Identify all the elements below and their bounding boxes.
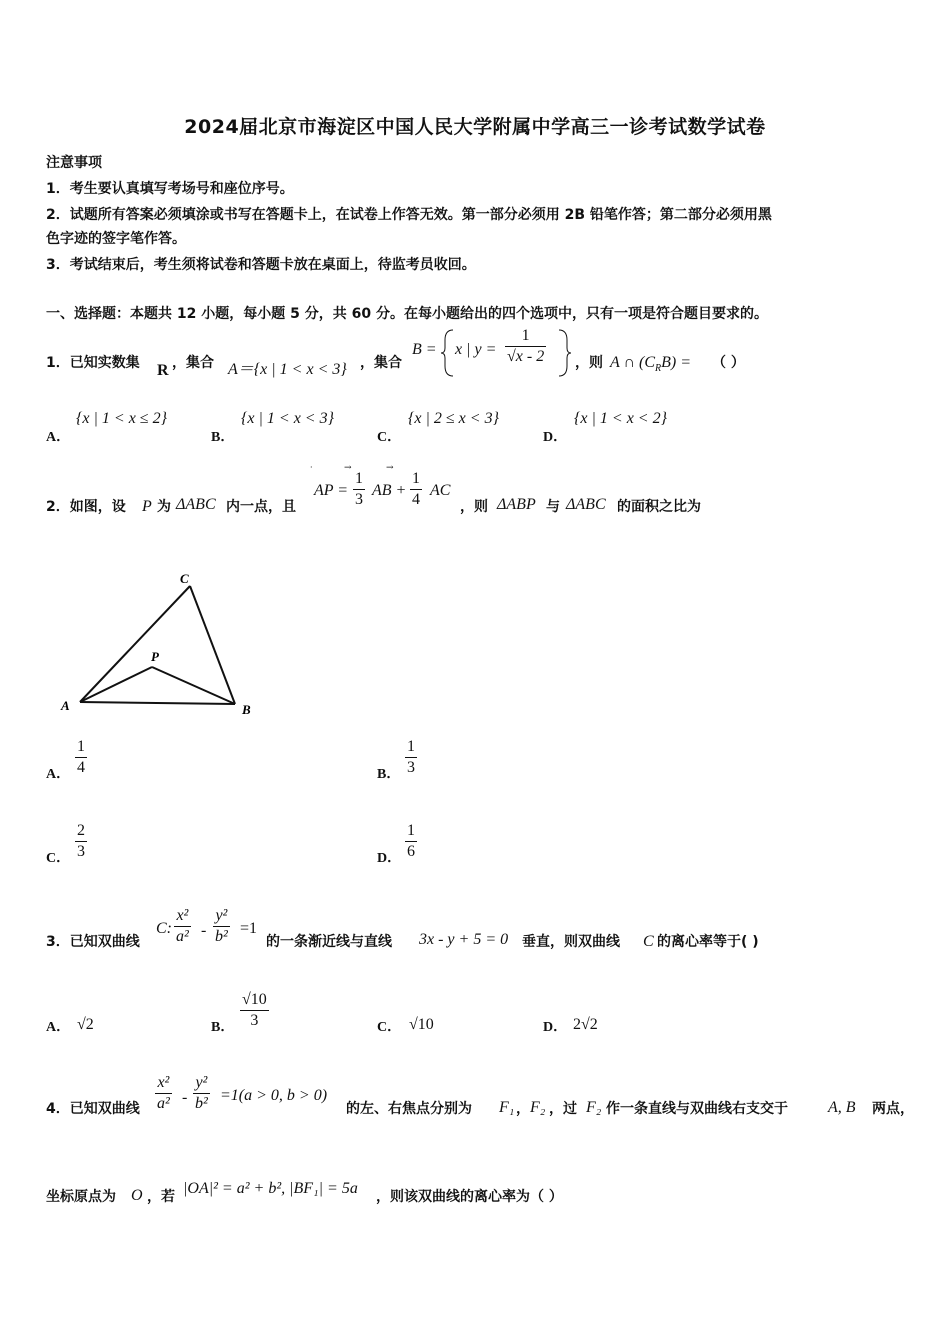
q3-y2: y² [213, 906, 230, 927]
q3-minus: - [201, 922, 207, 939]
q2-option-d-den: 6 [407, 843, 415, 860]
q1-set-b-inner: x | y = [455, 341, 497, 358]
q4-f2: F₂ [530, 1099, 546, 1116]
q2-triangle-2: ΔABP [497, 496, 536, 513]
q2-vector-arrows [310, 462, 420, 472]
q2-option-a [75, 737, 87, 778]
q4-text-6: ，则该双曲线的离心率为（ ） [376, 1189, 563, 1205]
q1-option-b: {x | 1 < x < 3} [241, 410, 334, 427]
q3-option-a: √2 [77, 1016, 94, 1033]
q3-curve-name: C: [156, 920, 172, 937]
svg-text:·: · [310, 463, 313, 472]
exam-title: 2024届北京市海淀区中国人民大学附属中学高三一诊考试数学试卷 [184, 116, 766, 138]
q1-text-1: ，集合 [172, 355, 214, 371]
q1-option-c: {x | 2 ≤ x < 3} [408, 410, 499, 427]
q2-triangle-1: ΔABC [176, 496, 216, 513]
q3-x2: x² [174, 906, 191, 927]
q2-triangle-3: ΔABC [566, 496, 606, 513]
figure-label-b: B [242, 702, 251, 717]
q1-option-d: {x | 1 < x < 2} [574, 410, 667, 427]
edge-ap [80, 667, 152, 702]
q1-option-a: {x | 1 < x ≤ 2} [76, 410, 167, 427]
q3-option-b [240, 990, 269, 1031]
q4-text-4: 两点， [872, 1101, 914, 1117]
q3-line: 3x - y + 5 = 0 [419, 931, 509, 948]
q4-expr: |OA|² = a² + b², |BF₁| = 5a [183, 1180, 358, 1197]
q2-frac-2-den: 4 [412, 491, 420, 508]
q4-text-5: ，若 [147, 1189, 175, 1205]
q2-text-2: 内一点，且 [226, 499, 296, 515]
q2-prefix: 2．如图，设 [46, 499, 126, 515]
q1-option-d-label: D． [543, 430, 568, 445]
svg-text:→: → [386, 463, 394, 472]
q1-prefix: 1．已知实数集 [46, 355, 140, 371]
q3-text-3: 的离心率等于( ) [657, 934, 759, 950]
q4-points: A, B [828, 1099, 856, 1116]
q2-vec-ac: AC [430, 482, 451, 499]
q2-option-a-num: 1 [75, 737, 87, 758]
q2-option-d [405, 821, 417, 862]
q3-option-b-den: 3 [250, 1012, 259, 1029]
notice-item-1: 1．考生要认真填写考场号和座位序号。 [46, 181, 294, 197]
q3-frac-y [213, 906, 230, 947]
q4-text-1: 的左、右焦点分别为 [346, 1101, 472, 1117]
q2-option-d-label: D． [377, 851, 402, 866]
q1-frac-num: 1 [505, 326, 546, 347]
q2-vec-ab: AB + [372, 482, 407, 499]
q1-option-a-label: A． [46, 430, 71, 445]
svg-text:→: → [344, 463, 352, 472]
q3-b2: b² [215, 928, 228, 945]
q2-option-b-den: 3 [407, 759, 415, 776]
q2-frac-1-den: 3 [355, 491, 363, 508]
q2-text-5: 的面积之比为 [617, 499, 701, 515]
q4-f1: F₁ [499, 1099, 515, 1116]
q1-frac-den: √x - 2 [507, 348, 545, 365]
q4-text-2: ，过 [549, 1101, 577, 1117]
notice-item-2-cont: 色字迹的签字笔作答。 [46, 231, 186, 247]
q3-frac-x [174, 906, 191, 947]
q2-frac-2-num: 1 [410, 469, 422, 490]
figure-label-p: P [151, 649, 159, 664]
q4-origin: O [131, 1187, 143, 1204]
q2-option-b-label: B． [377, 767, 401, 782]
q4-frac-x [155, 1073, 172, 1114]
q1-real-set: R [157, 362, 169, 379]
q2-option-a-den: 4 [77, 759, 85, 776]
q2-text-1: 为 [157, 499, 171, 515]
q1-expr-sub: R [655, 363, 662, 375]
q1-set-b-fraction [505, 326, 546, 367]
q2-frac-1-num: 1 [353, 469, 365, 490]
q2-option-c [75, 821, 87, 862]
q3-option-a-label: A． [46, 1020, 71, 1035]
q2-frac-1 [353, 469, 365, 510]
figure-label-c: C [180, 571, 189, 586]
q4-frac-y [193, 1073, 210, 1114]
q2-option-c-label: C． [46, 851, 71, 866]
q2-vec-ap: AP = [314, 482, 349, 499]
q3-prefix: 3．已知双曲线 [46, 934, 140, 950]
q1-option-c-label: C． [377, 430, 402, 445]
q3-a2: a² [176, 928, 189, 945]
q2-option-c-num: 2 [75, 821, 87, 842]
q3-eq: =1 [240, 920, 258, 937]
q4-text-3: 作一条直线与双曲线右支交于 [606, 1101, 788, 1117]
q2-text-3: ，则 [460, 499, 488, 515]
q4-y2: y² [193, 1073, 210, 1094]
q2-text-4: 与 [546, 499, 560, 515]
q3-text-2: 垂直，则双曲线 [522, 934, 620, 950]
q3-option-c-label: C． [377, 1020, 402, 1035]
q2-frac-2 [410, 469, 422, 510]
q1-text-3: ，则 [575, 355, 603, 371]
q1-expr-main: A ∩ (C [610, 354, 656, 371]
q1-set-a: A＝{x | 1 < x < 3} [228, 361, 347, 378]
q4-line2-prefix: 坐标原点为 [46, 1189, 116, 1205]
q1-paren: （ ） [712, 355, 745, 371]
edge-ab [80, 702, 235, 704]
q4-a2: a² [157, 1095, 170, 1112]
q2-option-b [405, 737, 417, 778]
q1-expr [610, 354, 691, 374]
edge-ac [80, 586, 190, 702]
q1-set-b-left: B = [412, 341, 437, 358]
notice-item-2: 2．试题所有答案必须填涂或书写在答题卡上，在试卷上作答无效。第一部分必须用 2B 铅笔作答；第二部分必须用黑 [46, 207, 772, 223]
q2-option-a-label: A． [46, 767, 71, 782]
notice-item-3: 3．考试结束后，考生须将试卷和答题卡放在桌面上，待监考员收回。 [46, 257, 476, 273]
q1-text-2: ，集合 [360, 355, 402, 371]
q3-curve-c: C [643, 933, 654, 950]
q1-expr-end: B) = [661, 354, 692, 371]
q4-x2: x² [155, 1073, 172, 1094]
q1-option-b-label: B． [211, 430, 235, 445]
q2-option-d-num: 1 [405, 821, 417, 842]
q3-option-d-label: D． [543, 1020, 568, 1035]
q4-f2-b: F₂ [586, 1099, 602, 1116]
q2-option-b-num: 1 [405, 737, 417, 758]
q3-option-d: 2√2 [573, 1016, 598, 1033]
q4-condition: =1(a > 0, b > 0) [220, 1087, 328, 1104]
q4-sep: ， [516, 1101, 530, 1117]
q4-minus: - [182, 1089, 188, 1106]
q3-option-b-num: √10 [240, 990, 269, 1011]
notice-heading: 注意事项 [46, 155, 102, 171]
q4-b2: b² [195, 1095, 208, 1112]
q3-text-1: 的一条渐近线与直线 [266, 934, 392, 950]
q3-option-b-label: B． [211, 1020, 235, 1035]
section-heading: 一、选择题：本题共 12 小题，每小题 5 分，共 60 分。在每小题给出的四个选项中，只有一项是符合题目要求的。 [46, 306, 768, 322]
q3-option-c: √10 [409, 1016, 434, 1033]
q2-point-p: P [142, 498, 152, 515]
figure-label-a: A [61, 698, 70, 713]
q4-prefix: 4．已知双曲线 [46, 1101, 140, 1117]
q2-triangle-figure [55, 565, 265, 720]
q2-option-c-den: 3 [77, 843, 85, 860]
